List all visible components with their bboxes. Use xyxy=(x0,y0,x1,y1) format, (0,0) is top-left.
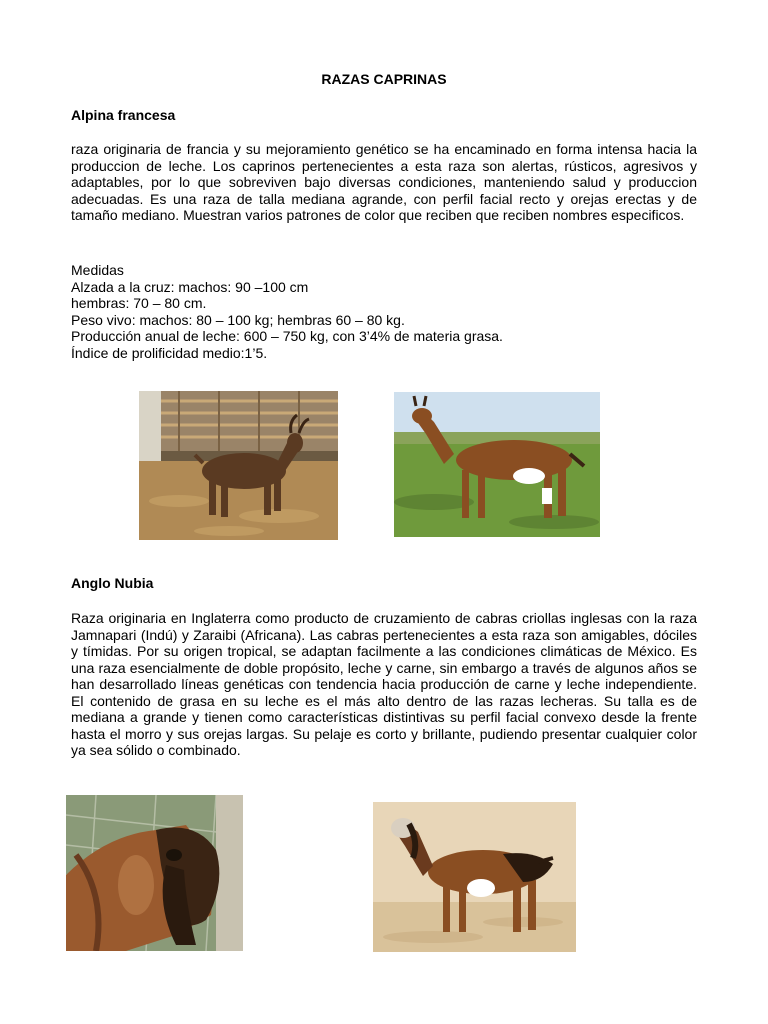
measure-line: Medidas xyxy=(71,262,124,278)
page-title: RAZAS CAPRINAS xyxy=(321,71,447,87)
anglo-nubia-head-photo xyxy=(66,795,243,951)
alpina-goat-field-photo xyxy=(394,392,600,537)
section-paragraph-alpina: raza originaria de francia y su mejoramiento genético se ha encaminado en forma intensa hacia la produccion de leche. Los caprinos pertenecientes a esta raza son alertas, rústicos, agresivos y adaptables, por lo que sobreviven bajo diversas condiciones, manteniendo salud y produccion adecuadas. Es una raza de talla mediana agrande, con perfil facial recto y orejas erectas y de tamaño mediano. Muestran varios patrones de color que reciben que reciben nombres especificos. xyxy=(71,141,697,223)
measure-line: hembras: 70 – 80 cm. xyxy=(71,295,207,311)
measure-line: Producción anual de leche: 600 – 750 kg, con 3’4% de materia grasa. xyxy=(71,328,503,344)
measure-line: Índice de prolificidad medio:1’5. xyxy=(71,344,268,361)
alpina-goat-barn-photo xyxy=(139,391,338,540)
measures-list xyxy=(71,262,503,361)
measure-line: Peso vivo: machos: 80 – 100 kg; hembras 60 – 80 kg. xyxy=(71,311,405,328)
section-heading-alpina: Alpina francesa xyxy=(71,107,176,123)
anglo-nubia-standing-photo xyxy=(373,802,576,952)
measure-line: Alzada a la cruz: machos: 90 –100 cm xyxy=(71,278,309,295)
section-paragraph-anglo-nubia: Raza originaria en Inglaterra como producto de cruzamiento de cabras criollas inglesas con la raza Jamnapari (Indú) y Zaraibi (Africana). Las cabras pertenecientes a esta raza son amigables, dóciles y tímidas. Por su origen tropical, se adaptan facilmente a las condiciones climáticas de México. Es una raza esencialmente de doble propósito, leche y carne, sin embargo a través de algunos años se han desarrollado líneas genéticas con tendencia hacia producción de carne y leche independiente. El contenido de grasa en su leche es el más alto dentro de las razas lecheras. Su talla es de mediana a grande y tienen como características distintivas su perfil facial convexo desde la frente hasta el morro y sus orejas largas. Su pelaje es corto y brillante, pudiendo presentar cualquier color ya sea sólido o combinado. xyxy=(71,610,697,758)
section-heading-anglo-nubia: Anglo Nubia xyxy=(71,575,154,591)
